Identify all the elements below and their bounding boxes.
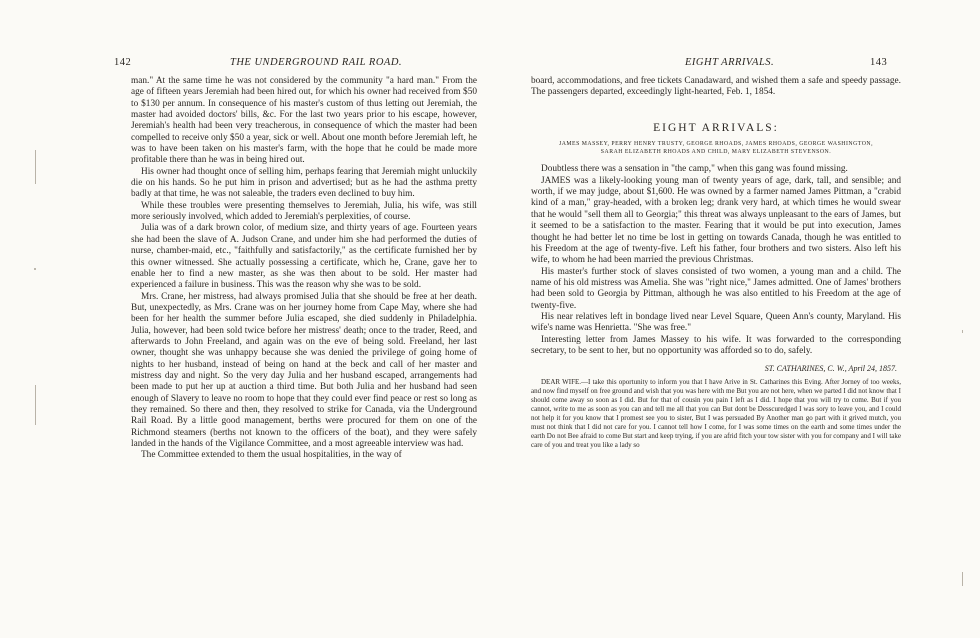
page-number-right: 143 bbox=[870, 57, 888, 68]
scan-margin-mark bbox=[35, 385, 36, 425]
right-column-text bbox=[531, 76, 901, 450]
left-page-header bbox=[0, 57, 490, 71]
paragraph: The Committee extended to them the usual hospitalities, in the way of bbox=[141, 450, 402, 461]
paragraph: Mrs. Crane, her mistress, had always promised Julia that she should be free at her death. But, unexpectedly, as Mrs. Crane was on her journey home from Cape May, where she had been for her health the summer before Julia escaped, she died suddenly in Philadelphia. Julia, however, had been sold twice before her mistress' death; once to the trader, Reed, and afterwards to John Freeland, and again was on the eve of being sold. Freeland, her last owner, thought she was unhappy because she was denied the privilege of going home of nights to her husband, instead of being on hand at the beck and call of her master and mistress day and night. So the very day Julia and her husband escaped, arrangements had been made to put her up at auction a third time. But both Julia and her husband had seen enough of Slavery to leave no room to hope that they could ever find peace or rest so long as they remained. So there and then, they resolved to strike for Canada, via the Underground Rail Road. By a little good management, berths were procured for them on one of the Richmond steamers (berths not known to the officers of the boat), and they were safely landed in the hands of the Vigilance Committee, and a most agreeable interview was had. bbox=[131, 291, 477, 449]
right-page-header bbox=[490, 57, 980, 71]
scan-margin-dot bbox=[34, 268, 36, 270]
scan-margin-mark bbox=[35, 150, 36, 184]
right-page bbox=[490, 0, 980, 638]
page-number-left: 142 bbox=[114, 57, 132, 68]
paragraph: JAMES was a likely-looking young man of twenty years of age, dark, tall, and sensible; and worth, if we may judge, about $1,600. He was owned by a farmer named James Pittman, a "crabid kind of a man," gray-headed, with a broken leg; drank very hard, at which times he would swear that he would "sell them all to Georgia;" this threat was always unpleasant to the ears of James, but it seemed to be a satisfaction to the master. Fearing that it would be put into execution, James thought he had better let no time be lost in getting on towards Canada, though he was entitled to his Freedom at the age of twenty-five. Left his father, four brothers and two sisters. Also left his wife, to whom he had been married the previous Christmas. bbox=[531, 175, 901, 266]
paragraph: Interesting letter from James Massey to his wife. It was forwarded to the corresponding secretary, to be sent to her, but no opportunity was afforded so to do, safely. bbox=[531, 334, 901, 356]
paragraph: Doubtless there was a sensation in "the camp," when this gang was found missing. bbox=[541, 164, 848, 175]
paragraph: While these troubles were presenting themselves to Jeremiah, Julia, his wife, was still more seriously involved, which added to Jeremiah's perplexities, of course. bbox=[131, 200, 477, 223]
continuation-paragraph: board, accommodations, and free tickets Canadaward, and wished them a safe and speedy passage. The passengers departed, exceedingly light-hearted, Feb. 1, 1854. bbox=[531, 76, 901, 98]
letter-text: DEAR WIFE.—I take this oportunity to inform you that I have Arive in St. Catharines this Eving. After Jorney of too weeks, and now find myself on free ground and wish that you was here with me But you are not here, when we parted I did not know that I should come away so soon as I did. But for that of cousin you pain I left as I did. I hope that you will try to come. But if you cannot, write to me as soon as you can and tell me all that you can But dont be Desscuredged I was sory to leave you, and I could not help it for you know that I promest see you to sister, But I was persuaded By Another man go part with it grived mutch, you must not think that I did not care for you. I cannot tell how I come, for I was some times on the earth and some times under the earth Do not Bee afraid to come But start and keep trying, if you are afrid fitch your tow sister with you for company and I will take care of you and treat you like a lady so bbox=[531, 377, 901, 450]
paragraph: His owner had thought once of selling him, perhaps fearing that Jeremiah might unluckily die on his hands. So he put him in prison and advertised; but as he had the asthma pretty badly at that time, he was not saleable, the traders even declined to buy him. bbox=[131, 166, 477, 200]
scan-margin-mark bbox=[962, 330, 963, 333]
paragraph: Julia was of a dark brown color, of medium size, and thirty years of age. Fourteen years she had been the slave of A. Judson Crane, and under him she had performed the duties of nurse, chamber-maid, etc., "faithfully and satisfactorily," as the certificate furnished her by this owner witnessed. She actually possessing a certificate, which he, Crane, gave her to enable her to find a new master, as she was then about to be sold. Her master had experienced a failure in business. This was the reason why she was to be sold. bbox=[131, 223, 477, 291]
letter-place-date: ST. CATHARINES, C. W., April 24, 1857. bbox=[764, 364, 897, 374]
left-column-text bbox=[131, 76, 477, 462]
arrivals-names: JAMES MASSEY, PERRY HENRY TRUSTY, GEORGE RHOADS, JAMES RHOADS, GEORGE WASHINGTON, SARAH ELIZABETH RHOADS AND CHILD, MARY ELIZABETH STEVENSON. bbox=[558, 141, 874, 156]
running-head-right: EIGHT ARRIVALS. bbox=[685, 57, 775, 68]
running-head-left: THE UNDERGROUND RAIL ROAD. bbox=[230, 57, 403, 68]
paragraph: man." At the same time he was not considered by the community "a hard man." From the age of fifteen years Jeremiah had been hired out, for which his owner had received from $50 to $130 per annum. In consequence of his master's custom of thus letting out Jeremiah, the master had avoided doctors' bills, &c. For the last two years prior to his escape, however, Jeremiah's health had been very treacherous, in consequence of which the master had been compelled to receive only $50 a year, sick or well. About one month before Jeremiah left, he was to have been taken on his master's farm, with the hope that he could be made more profitable there than he was in being hired out. bbox=[131, 76, 477, 166]
paragraph: His master's further stock of slaves consisted of two women, a young man and a child. The name of his old mistress was Amelia. She was "right nice," James admitted. One of James' brothers had been sold to Georgia by Pittman, although he was also entitled to his Freedom at the age of twenty-five. bbox=[531, 266, 901, 311]
scan-margin-mark bbox=[962, 572, 963, 586]
paragraph: His near relatives left in bondage lived near Level Square, Queen Ann's county, Maryland. His wife's name was Henrietta. "She was free." bbox=[531, 311, 901, 334]
section-title: EIGHT ARRIVALS: bbox=[653, 121, 779, 134]
